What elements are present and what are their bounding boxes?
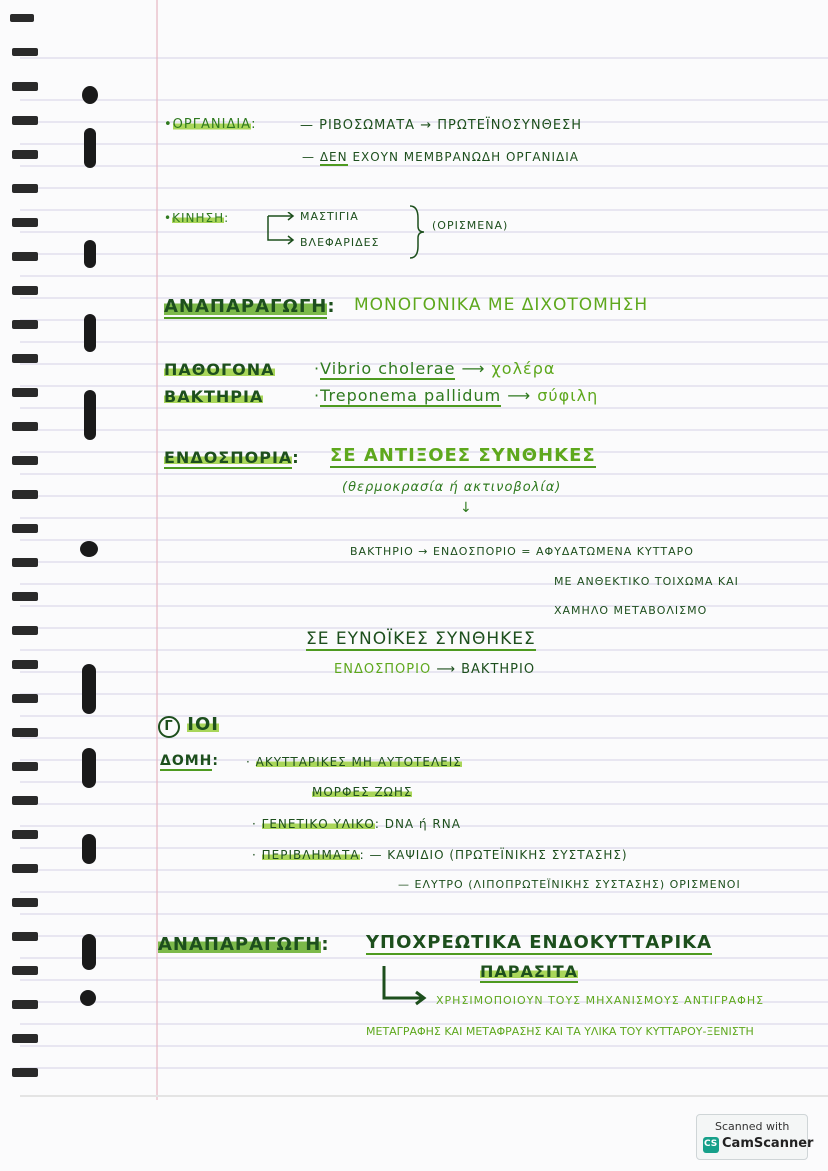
genetiko-line: · ΓΕΝΕΤΙΚΟ ΥΛΙΚΟ: DNA ή RNA	[252, 817, 461, 831]
endosporia-line2: ΜΕ ΑΝΘΕΚΤΙΚΟ ΤΟΙΧΩΜΑ ΚΑΙ	[554, 575, 739, 588]
domi-line2: ΜΟΡΦΕΣ ΖΩΗΣ	[312, 785, 413, 799]
punch-hole	[84, 390, 96, 440]
domi-label: ΔΟΜΗ:	[160, 753, 219, 769]
camscanner-logo-icon: CS	[703, 1137, 719, 1153]
camscanner-badge	[696, 1114, 814, 1160]
punch-hole	[80, 990, 96, 1006]
organidia-line1: — ΡΙΒΟΣΩΜΑΤΑ → ΠΡΩΤΕΪΝΟΣΥΝΘΕΣΗ	[300, 118, 583, 133]
anaparagogi-label: ΑΝΑΠΑΡΑΓΩΓΗ:	[164, 296, 336, 317]
endosporia-title2: ΣΕ ΕΥΝΟΪΚΕΣ ΣΥΝΘΗΚΕΣ	[306, 629, 536, 649]
endosporia-title: ΣΕ ΑΝΤΙΞΟΕΣ ΣΥΝΘΗΚΕΣ	[330, 445, 596, 466]
kinisi-item2: ΒΛΕΦΑΡΙΔΕΣ	[300, 236, 380, 249]
down-arrow-icon: ↓	[460, 500, 473, 516]
punch-hole	[84, 240, 96, 268]
anaparagogi2-line2: ΜΕΤΑΓΡΑΦΗΣ ΚΑΙ ΜΕΤΑΦΡΑΣΗΣ ΚΑΙ ΤΑ ΥΛΙΚΑ ΤΟΥ ΚΥΤΤΑΡΟΥ-ΞΕΝΙΣΤΗ	[366, 1025, 754, 1038]
anaparagogi2-arrow	[378, 964, 430, 1008]
periv-line2: — ΕΛΥΤΡΟ (ΛΙΠΟΠΡΩΤΕΪΝΙΚΗΣ ΣΥΣΤΑΣΗΣ) ΟΡΙΣΜΕΝΟΙ	[398, 878, 741, 891]
ioi-marker: Γ	[158, 716, 180, 738]
punch-hole	[84, 128, 96, 168]
pathogona-label2: ΒΑΚΤΗΡΙΑ	[164, 387, 264, 406]
anaparagogi2-title1: ΥΠΟΧΡΕΩΤΙΚΑ ΕΝΔΟΚΥΤΤΑΡΙΚΑ	[366, 932, 713, 953]
punch-hole	[80, 541, 98, 557]
punch-hole	[82, 748, 96, 788]
kinisi-branch-arrows	[262, 212, 298, 248]
punch-hole	[84, 314, 96, 352]
endosporia-line3: ΧΑΜΗΛΟ ΜΕΤΑΒΟΛΙΣΜΟ	[554, 604, 708, 617]
kinisi-label: •ΚΙΝΗΣΗ:	[164, 211, 230, 225]
endosporia-label: ΕΝΔΟΣΠΟΡΙΑ:	[164, 448, 300, 467]
organidia-label: •ΟΡΓΑΝΙΔΙΑ:	[164, 117, 257, 132]
anaparagogi2-label: ΑΝΑΠΑΡΑΓΩΓΗ:	[158, 934, 330, 955]
domi-line1: · ΑΚΥΤΤΑΡΙΚΕΣ ΜΗ ΑΥΤΟΤΕΛΕΙΣ	[246, 755, 462, 769]
ioi-heading: Γ ΙΟΙ	[158, 714, 219, 738]
spiral-binding	[6, 0, 46, 1100]
scanned-with-label: Scanned with	[715, 1120, 790, 1133]
endosporia-sub: (θερμοκρασία ή ακτινοβολία)	[342, 480, 562, 495]
periv-line1: · ΠΕΡΙΒΛΗΜΑΤΑ: — ΚΑΨΙΔΙΟ (ΠΡΩΤΕΪΝΙΚΗΣ ΣΥΣΤΑΣΗΣ)	[252, 848, 628, 862]
endosporia-line4: ΕΝΔΟΣΠΟΡΙΟ ⟶ ΒΑΚΤΗΡΙΟ	[334, 662, 536, 677]
camscanner-brand: CamScanner	[722, 1136, 814, 1151]
kinisi-item1: ΜΑΣΤΙΓΙΑ	[300, 210, 359, 223]
endosporia-line1: ΒΑΚΤΗΡΙΟ → ΕΝΔΟΣΠΟΡΙΟ = ΑΦΥΔΑΤΩΜΕΝΑ ΚΥΤΤΑΡΟ	[350, 545, 694, 558]
punch-hole	[82, 934, 96, 970]
kinisi-brace	[408, 204, 426, 260]
pathogona-row1: ·Vibrio cholerae ⟶ χολέρα	[314, 359, 556, 378]
kinisi-note: (ΟΡΙΣΜΕΝΑ)	[432, 219, 509, 232]
anaparagogi2-title2: ΠΑΡΑΣΙΤΑ	[480, 962, 579, 981]
punch-hole	[82, 86, 98, 104]
anaparagogi-text: ΜΟΝΟΓΟΝΙΚΑ ΜΕ ΔΙΧΟΤΟΜΗΣΗ	[354, 295, 649, 315]
pathogona-label1: ΠΑΘΟΓΟΝΑ	[164, 360, 275, 379]
pathogona-row2: ·Treponema pallidum ⟶ σύφιλη	[314, 386, 599, 405]
punch-hole	[82, 834, 96, 864]
anaparagogi2-line1: ΧΡΗΣΙΜΟΠΟΙΟΥΝ ΤΟΥΣ ΜΗΧΑΝΙΣΜΟΥΣ ΑΝΤΙΓΡΑΦΗΣ	[436, 994, 765, 1007]
organidia-line2: — ΔΕΝ ΕΧΟΥΝ ΜΕΜΒΡΑΝΩΔΗ ΟΡΓΑΝΙΔΙΑ	[302, 150, 580, 164]
punch-hole	[82, 664, 96, 714]
